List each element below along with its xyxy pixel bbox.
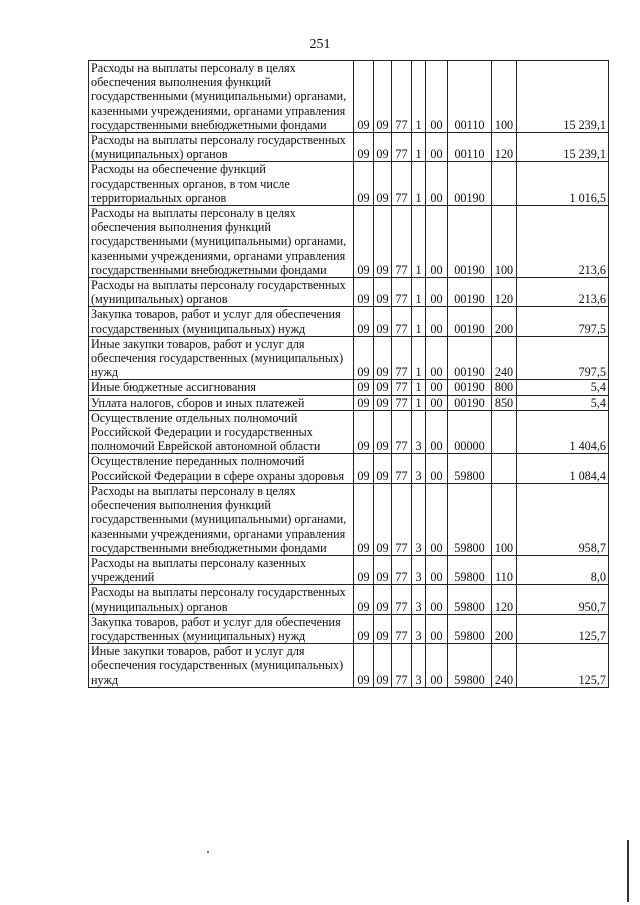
row-section-code: 09 bbox=[354, 555, 374, 584]
row-activity-code: 00 bbox=[426, 380, 448, 395]
row-amount: 5,4 bbox=[517, 380, 609, 395]
row-direction-code: 00190 bbox=[448, 307, 492, 336]
row-program-code: 77 bbox=[392, 614, 412, 643]
row-section-code: 09 bbox=[354, 483, 374, 555]
row-expense-type-code: 800 bbox=[492, 380, 517, 395]
row-subprogram-code: 1 bbox=[412, 307, 426, 336]
table-row bbox=[89, 133, 609, 162]
row-program-code: 77 bbox=[392, 483, 412, 555]
row-subprogram-code: 1 bbox=[412, 278, 426, 307]
row-activity-code: 00 bbox=[426, 585, 448, 614]
row-subsection-code: 09 bbox=[374, 380, 392, 395]
row-program-code: 77 bbox=[392, 454, 412, 483]
row-activity-code: 00 bbox=[426, 162, 448, 206]
row-program-code: 77 bbox=[392, 555, 412, 584]
row-section-code: 09 bbox=[354, 380, 374, 395]
row-description: Иные закупки товаров, работ и услуг для обеспечения государственных (муниципальных) нужд bbox=[89, 336, 354, 380]
row-subsection-code: 09 bbox=[374, 278, 392, 307]
row-amount: 125,7 bbox=[517, 644, 609, 688]
row-activity-code: 00 bbox=[426, 644, 448, 688]
row-description: Осуществление переданных полномочий Российской Федерации в сфере охраны здоровья bbox=[89, 454, 354, 483]
row-subsection-code: 09 bbox=[374, 614, 392, 643]
row-program-code: 77 bbox=[392, 206, 412, 278]
table-row bbox=[89, 278, 609, 307]
row-subsection-code: 09 bbox=[374, 410, 392, 454]
row-program-code: 77 bbox=[392, 307, 412, 336]
row-expense-type-code: 120 bbox=[492, 133, 517, 162]
row-description: Закупка товаров, работ и услуг для обеспечения государственных (муниципальных) нужд bbox=[89, 307, 354, 336]
row-expense-type-code: 200 bbox=[492, 307, 517, 336]
row-description: Уплата налогов, сборов и иных платежей bbox=[89, 395, 354, 410]
row-expense-type-code: 120 bbox=[492, 278, 517, 307]
row-subprogram-code: 3 bbox=[412, 454, 426, 483]
row-description: Иные закупки товаров, работ и услуг для обеспечения государственных (муниципальных) нужд bbox=[89, 644, 354, 688]
row-description: Закупка товаров, работ и услуг для обеспечения государственных (муниципальных) нужд bbox=[89, 614, 354, 643]
row-program-code: 77 bbox=[392, 336, 412, 380]
row-section-code: 09 bbox=[354, 454, 374, 483]
row-direction-code: 00190 bbox=[448, 206, 492, 278]
row-subsection-code: 09 bbox=[374, 206, 392, 278]
row-subprogram-code: 1 bbox=[412, 206, 426, 278]
row-amount: 213,6 bbox=[517, 206, 609, 278]
row-direction-code: 00110 bbox=[448, 133, 492, 162]
table-row bbox=[89, 614, 609, 643]
row-section-code: 09 bbox=[354, 410, 374, 454]
table-row bbox=[89, 307, 609, 336]
table-row bbox=[89, 454, 609, 483]
table-row bbox=[89, 644, 609, 688]
row-program-code: 77 bbox=[392, 585, 412, 614]
row-direction-code: 59800 bbox=[448, 555, 492, 584]
row-subprogram-code: 1 bbox=[412, 133, 426, 162]
row-expense-type-code: 200 bbox=[492, 614, 517, 643]
row-activity-code: 00 bbox=[426, 133, 448, 162]
row-section-code: 09 bbox=[354, 336, 374, 380]
row-section-code: 09 bbox=[354, 206, 374, 278]
row-amount: 5,4 bbox=[517, 395, 609, 410]
scan-dot bbox=[207, 851, 209, 853]
row-direction-code: 00190 bbox=[448, 380, 492, 395]
row-expense-type-code: 100 bbox=[492, 61, 517, 133]
row-amount: 797,5 bbox=[517, 307, 609, 336]
row-direction-code: 59800 bbox=[448, 614, 492, 643]
row-description: Расходы на обеспечение функций государственных органов, в том числе территориальных органов bbox=[89, 162, 354, 206]
row-section-code: 09 bbox=[354, 307, 374, 336]
row-expense-type-code bbox=[492, 454, 517, 483]
row-program-code: 77 bbox=[392, 61, 412, 133]
row-subprogram-code: 3 bbox=[412, 614, 426, 643]
row-activity-code: 00 bbox=[426, 278, 448, 307]
row-description: Расходы на выплаты персоналу казенных учреждений bbox=[89, 555, 354, 584]
row-activity-code: 00 bbox=[426, 336, 448, 380]
row-subprogram-code: 1 bbox=[412, 61, 426, 133]
row-description: Осуществление отдельных полномочий Российской Федерации и государственных полномочий Еврейской автономной области bbox=[89, 410, 354, 454]
row-amount: 1 404,6 bbox=[517, 410, 609, 454]
row-subsection-code: 09 bbox=[374, 395, 392, 410]
row-subsection-code: 09 bbox=[374, 555, 392, 584]
row-expense-type-code: 240 bbox=[492, 336, 517, 380]
row-amount: 213,6 bbox=[517, 278, 609, 307]
row-description: Иные бюджетные ассигнования bbox=[89, 380, 354, 395]
row-program-code: 77 bbox=[392, 133, 412, 162]
scan-edge-line bbox=[627, 840, 629, 902]
row-activity-code: 00 bbox=[426, 410, 448, 454]
row-direction-code: 00190 bbox=[448, 162, 492, 206]
row-direction-code: 59800 bbox=[448, 585, 492, 614]
row-activity-code: 00 bbox=[426, 483, 448, 555]
row-amount: 125,7 bbox=[517, 614, 609, 643]
row-expense-type-code: 100 bbox=[492, 206, 517, 278]
row-subsection-code: 09 bbox=[374, 454, 392, 483]
table-row bbox=[89, 410, 609, 454]
row-description: Расходы на выплаты персоналу в целях обеспечения выполнения функций государственными (муниципальными) органами, казенными учреждениями, органами управления государственными внебюджетными фондами bbox=[89, 206, 354, 278]
row-direction-code: 00190 bbox=[448, 336, 492, 380]
row-subprogram-code: 3 bbox=[412, 585, 426, 614]
row-description: Расходы на выплаты персоналу в целях обеспечения выполнения функций государственными (муниципальными) органами, казенными учреждениями, органами управления государственными внебюджетными фондами bbox=[89, 61, 354, 133]
table-row bbox=[89, 483, 609, 555]
page-number: 251 bbox=[309, 37, 331, 52]
row-amount: 958,7 bbox=[517, 483, 609, 555]
table-row bbox=[89, 336, 609, 380]
row-direction-code: 59800 bbox=[448, 483, 492, 555]
row-subsection-code: 09 bbox=[374, 644, 392, 688]
row-section-code: 09 bbox=[354, 614, 374, 643]
row-subsection-code: 09 bbox=[374, 133, 392, 162]
row-direction-code: 59800 bbox=[448, 454, 492, 483]
row-direction-code: 59800 bbox=[448, 644, 492, 688]
row-section-code: 09 bbox=[354, 133, 374, 162]
row-direction-code: 00000 bbox=[448, 410, 492, 454]
row-activity-code: 00 bbox=[426, 395, 448, 410]
budget-table-body bbox=[89, 61, 609, 688]
row-subprogram-code: 3 bbox=[412, 410, 426, 454]
row-section-code: 09 bbox=[354, 644, 374, 688]
row-amount: 797,5 bbox=[517, 336, 609, 380]
table-row bbox=[89, 395, 609, 410]
row-program-code: 77 bbox=[392, 410, 412, 454]
row-subprogram-code: 1 bbox=[412, 162, 426, 206]
row-program-code: 77 bbox=[392, 162, 412, 206]
row-subprogram-code: 1 bbox=[412, 336, 426, 380]
row-description: Расходы на выплаты персоналу в целях обеспечения выполнения функций государственными (муниципальными) органами, казенными учреждениями, органами управления государственными внебюджетными фондами bbox=[89, 483, 354, 555]
row-direction-code: 00110 bbox=[448, 61, 492, 133]
row-subprogram-code: 1 bbox=[412, 395, 426, 410]
row-subprogram-code: 1 bbox=[412, 380, 426, 395]
row-direction-code: 00190 bbox=[448, 278, 492, 307]
row-amount: 1 016,5 bbox=[517, 162, 609, 206]
table-row bbox=[89, 585, 609, 614]
row-amount: 15 239,1 bbox=[517, 61, 609, 133]
row-program-code: 77 bbox=[392, 644, 412, 688]
table-row bbox=[89, 61, 609, 133]
row-program-code: 77 bbox=[392, 380, 412, 395]
row-amount: 8,0 bbox=[517, 555, 609, 584]
row-description: Расходы на выплаты персоналу государственных (муниципальных) органов bbox=[89, 278, 354, 307]
row-section-code: 09 bbox=[354, 61, 374, 133]
row-expense-type-code: 240 bbox=[492, 644, 517, 688]
row-section-code: 09 bbox=[354, 278, 374, 307]
row-subsection-code: 09 bbox=[374, 61, 392, 133]
row-program-code: 77 bbox=[392, 278, 412, 307]
row-amount: 15 239,1 bbox=[517, 133, 609, 162]
row-section-code: 09 bbox=[354, 395, 374, 410]
row-expense-type-code bbox=[492, 162, 517, 206]
row-activity-code: 00 bbox=[426, 206, 448, 278]
row-subsection-code: 09 bbox=[374, 483, 392, 555]
row-expense-type-code bbox=[492, 410, 517, 454]
row-description: Расходы на выплаты персоналу государственных (муниципальных) органов bbox=[89, 133, 354, 162]
row-subprogram-code: 3 bbox=[412, 644, 426, 688]
row-activity-code: 00 bbox=[426, 555, 448, 584]
row-expense-type-code: 110 bbox=[492, 555, 517, 584]
row-subsection-code: 09 bbox=[374, 307, 392, 336]
row-expense-type-code: 100 bbox=[492, 483, 517, 555]
row-activity-code: 00 bbox=[426, 307, 448, 336]
row-expense-type-code: 120 bbox=[492, 585, 517, 614]
row-subsection-code: 09 bbox=[374, 585, 392, 614]
row-subprogram-code: 3 bbox=[412, 555, 426, 584]
row-amount: 950,7 bbox=[517, 585, 609, 614]
row-activity-code: 00 bbox=[426, 61, 448, 133]
row-program-code: 77 bbox=[392, 395, 412, 410]
table-row bbox=[89, 380, 609, 395]
row-section-code: 09 bbox=[354, 585, 374, 614]
row-section-code: 09 bbox=[354, 162, 374, 206]
row-subsection-code: 09 bbox=[374, 336, 392, 380]
row-subsection-code: 09 bbox=[374, 162, 392, 206]
row-description: Расходы на выплаты персоналу государственных (муниципальных) органов bbox=[89, 585, 354, 614]
row-direction-code: 00190 bbox=[448, 395, 492, 410]
table-row bbox=[89, 206, 609, 278]
row-amount: 1 084,4 bbox=[517, 454, 609, 483]
row-activity-code: 00 bbox=[426, 614, 448, 643]
row-expense-type-code: 850 bbox=[492, 395, 517, 410]
table-row bbox=[89, 162, 609, 206]
budget-table bbox=[88, 60, 609, 688]
row-activity-code: 00 bbox=[426, 454, 448, 483]
table-row bbox=[89, 555, 609, 584]
row-subprogram-code: 3 bbox=[412, 483, 426, 555]
